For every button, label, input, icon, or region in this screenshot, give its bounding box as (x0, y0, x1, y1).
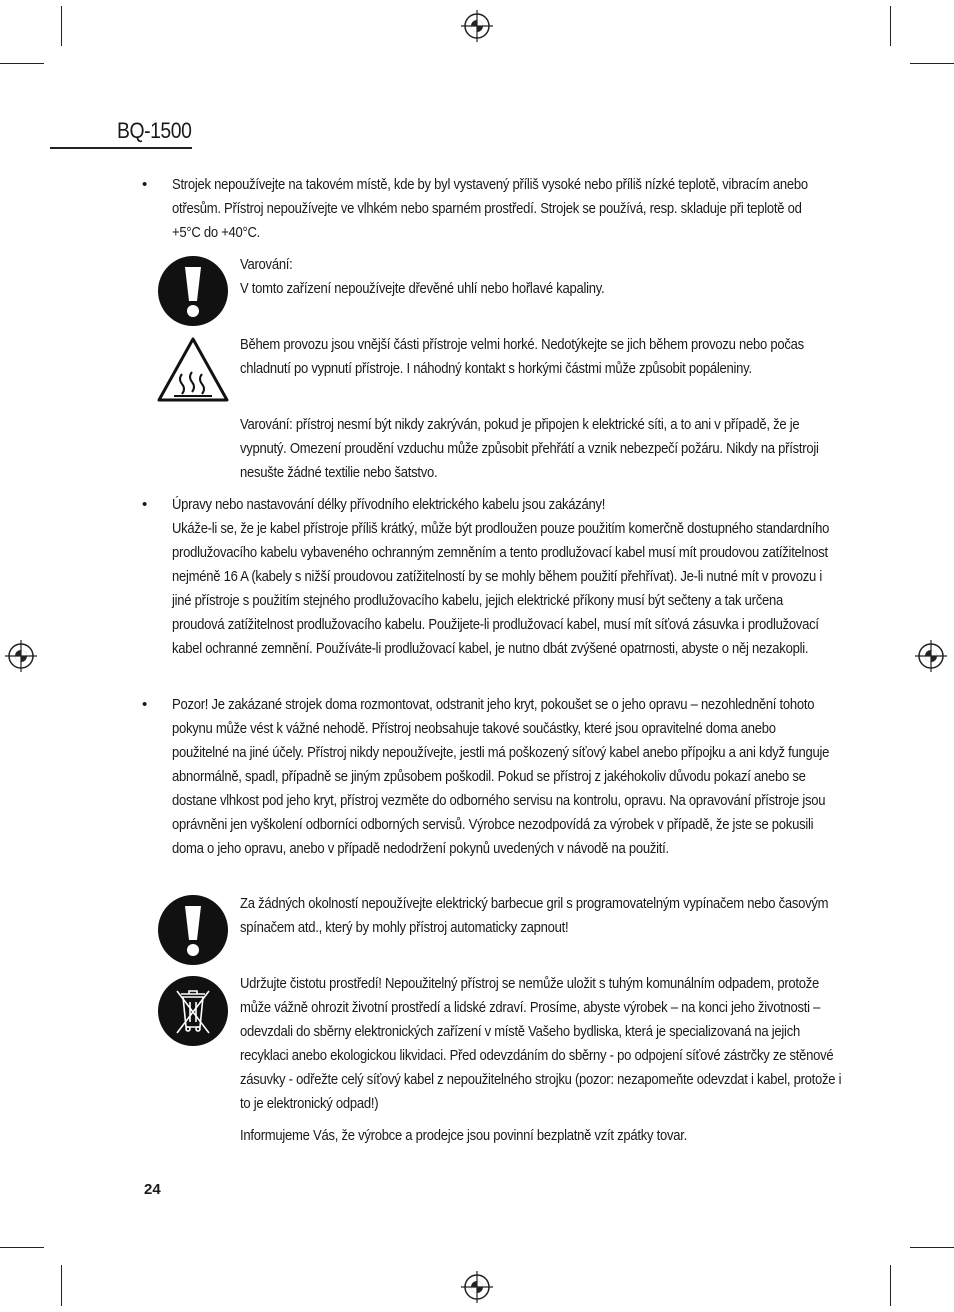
cover-warning-text (240, 413, 842, 485)
paragraph: Varování: přístroj nesmí být nikdy zakrýván, pokud je připojen k elektrické síti, a to ani v případě, že je vypnutý. Omezení proudění vzduchu může způsobit přehřátí a vznik nebezpečí požáru. Nikdy na přístroji nesušte žádné textilie nebo šatstvo. (240, 416, 819, 481)
paragraph: Pozor! Je zakázané strojek doma rozmontovat, odstranit jeho kryt, pokoušet se o jeho opravu – nezohlednění tohoto pokynu může vést k vážné nehodě. Přístroj neobsahuje takové součástky, které jsou opravitelné doma anebo použitelné na jiné účely. Přístroj nikdy nepoužívejte, jestli má poškozený síťový kabel anebo přípojku a ani když funguje abnormálně, spadl, případně se jiným způsobem poškodil. Pokud se přístroj z jakéhokoliv důvodu pokazí anebo se dostane vlhkost pod jeho kryt, přístroj vezměte do odborného servisu na kontrolu, opravu. Na opravování přístroje jsou oprávněni jen vyškolení odborníci odborných servisů. Výrobce nezodpovídá za výrobek v případě, že jste se pokusili doma o jeho opravu, anebo v případě nedodržení pokynů uvedených v návodě na použití. (172, 696, 830, 857)
crop-mark (0, 1247, 44, 1248)
bullet-text (172, 693, 833, 861)
paragraph: Informujeme Vás, že výrobce a prodejce jsou povinní bezplatně vzít zpátky tovar. (240, 1127, 688, 1144)
hot-surface-text (240, 333, 814, 381)
registration-mark-icon (914, 639, 948, 673)
hot-surface-icon (156, 336, 230, 404)
crop-mark (890, 1265, 891, 1306)
paragraph: Ukáže-li se, že je kabel přístroje příliš krátký, může být prodloužen pouze použitím komerčně dostupného standardního prodlužovacího kabelu vybaveného ochranným zemněním a tento prodlužovací kabel musí mít proudovou zatížitelnost nejméně 16 A (kabely s nižší proudovou zatížitelností by se mohly během použití přehřívat). Je-li nutné mít v provozu i jiné přístroje s použitím stejného prodlužovacího kabelu, jejich elektrické příkony musí být sečteny a tak určena proudová zatížitelnost prodlužovacího kabelu. Použijete-li prodlužovací kabel, musí mít síťová zásuvka i prodlužovací kabel ochranné zemnění. Používáte-li prodlužovací kabel, je nutno dbát zvýšené opatrnosti, abyste o něj nezakopli. (172, 520, 830, 657)
bullet-text (172, 173, 833, 245)
paragraph: Za žádných okolností nepoužívejte elektrický barbecue gril s programovatelným vypínačem nebo časovým spínačem atd., který by mohly přístroj automaticky zapnout! (240, 895, 829, 936)
crop-mark (910, 1247, 954, 1248)
crop-mark (0, 63, 44, 64)
crop-mark (910, 63, 954, 64)
paragraph: Úpravy nebo nastavování délky přívodního elektrického kabelu jsou zakázány! (172, 496, 606, 513)
paragraph: Udržujte čistotu prostředí! Nepoužitelný přístroj se nemůže uložit s tuhým komunálním odpadem, protože může vážně ohrozit životní prostředí a lidské zdraví. Prosíme, abyste výrobek – na konci jeho životnosti – odevzdali do sběrny elektronických zařízení v místě Vašeho bydliska, která je specializovaná na jejich recyklaci anebo ekologickou likvidaci. Před odevzdáním do sběrny - po odpojení síťové zástrčky ze stěnové zásuvky - odřežte celý síťový kabel z nepoužitelného strojku (pozor: nezapomeňte odevzdat i kabel, protože i to je elektronický odpad!) (240, 975, 842, 1112)
paragraph: Strojek nepoužívejte na takovém místě, kde by byl vystavený příliš vysoké nebo příliš nízké teplotě, vibracím anebo otřesům. Přístroj nepoužívejte ve vlhkém nebo sparném prostředí. Strojek se používá, resp. skladuje při teplotě od +5°C do +40°C. (172, 176, 808, 241)
header-rule (50, 147, 192, 149)
takeback-text (240, 1124, 842, 1148)
exclamation-icon (157, 894, 229, 966)
timer-warning-text (240, 892, 842, 940)
registration-mark-icon (4, 639, 38, 673)
bullet-symbol: • (142, 496, 148, 513)
environment-text (240, 972, 842, 1116)
bullet-text (172, 493, 833, 661)
warning-text: V tomto zařízení nepoužívejte dřevěné uhlí nebo hořlavé kapaliny. (240, 280, 605, 297)
crop-mark (890, 6, 891, 46)
paragraph: Během provozu jsou vnější části přístroje velmi horké. Nedotýkejte se jich během provozu nebo počas chladnutí po vypnutí přístroje. I náhodný kontakt s horkými částmi může způsobit popáleniny. (240, 336, 804, 377)
crop-mark (61, 6, 62, 46)
warning-block (240, 253, 884, 301)
bullet-symbol: • (142, 696, 148, 713)
registration-mark-icon (460, 9, 494, 43)
bullet-symbol: • (142, 176, 148, 193)
crop-mark (61, 1265, 62, 1306)
page-number: 24 (144, 1181, 161, 1198)
exclamation-icon (157, 255, 229, 327)
warning-title: Varování: (240, 256, 293, 273)
weee-bin-icon (157, 975, 229, 1047)
registration-mark-icon (460, 1270, 494, 1304)
model-title: BQ-1500 (117, 118, 192, 143)
